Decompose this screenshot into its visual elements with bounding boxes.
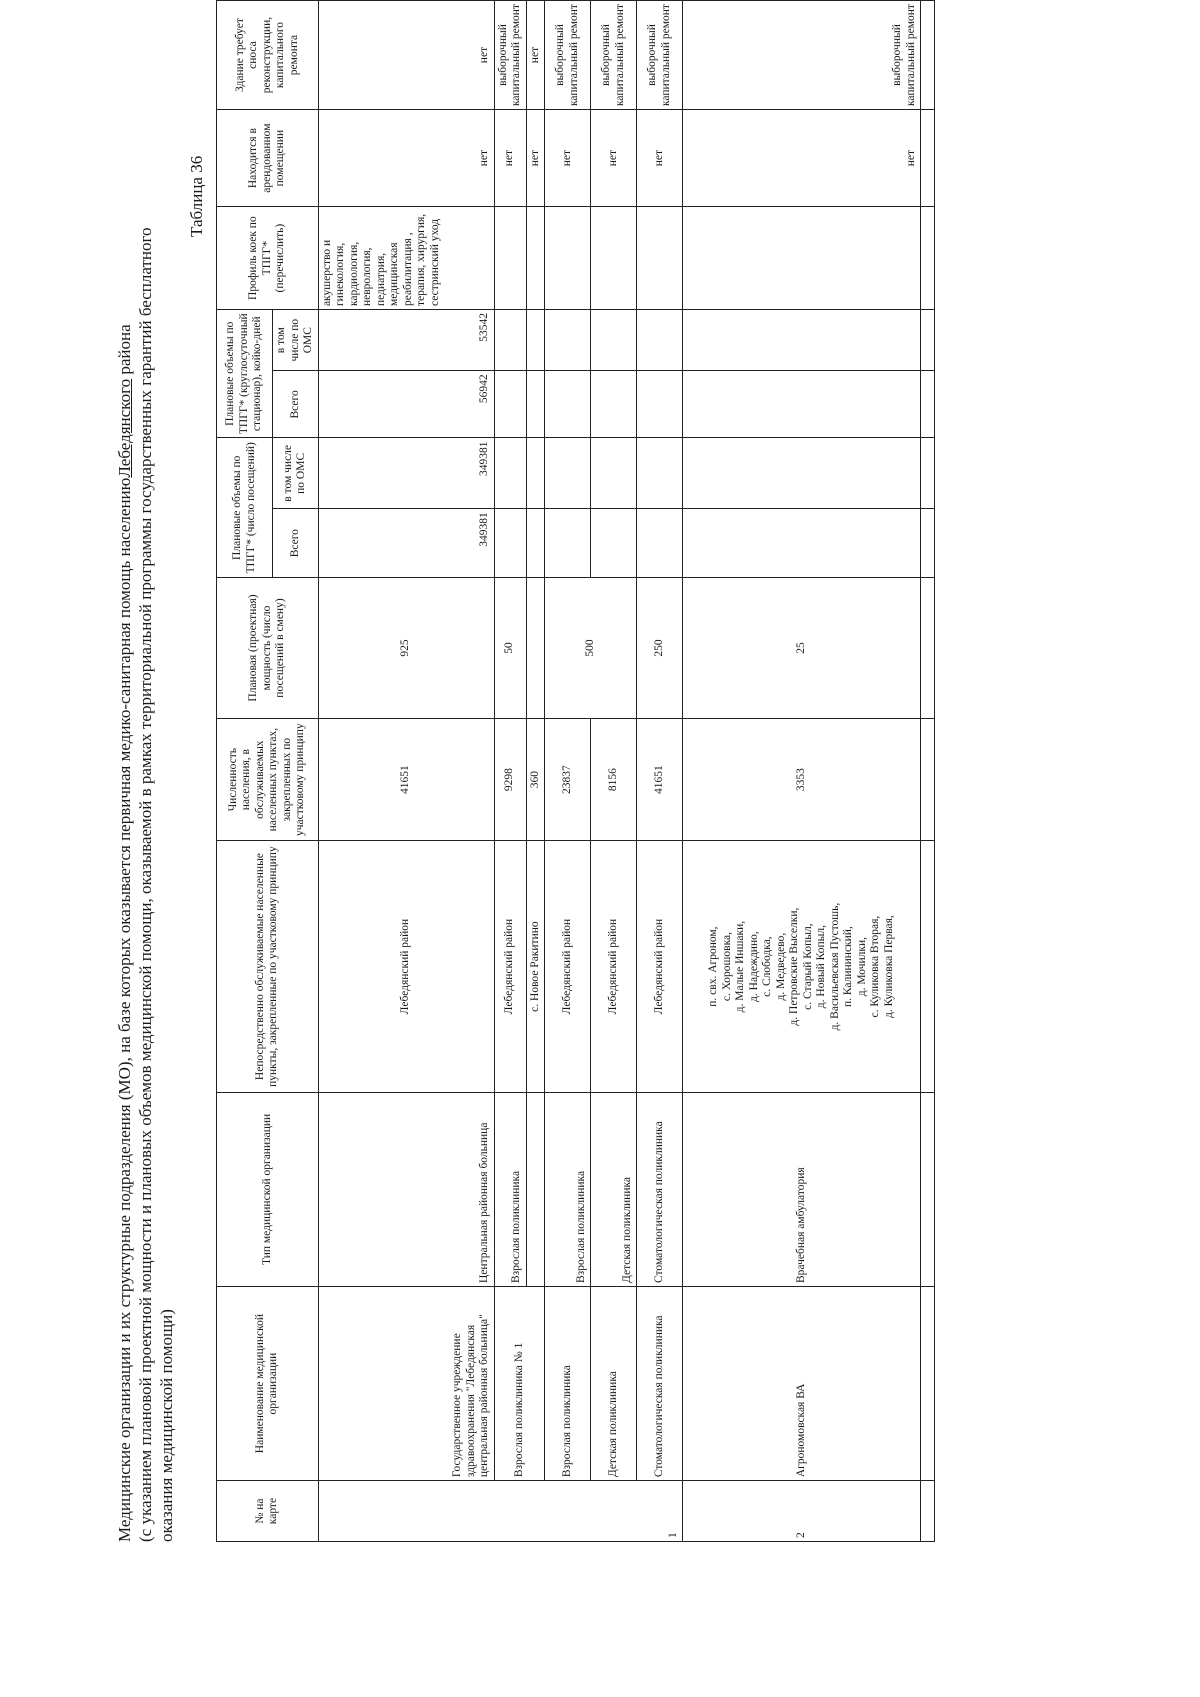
served-settlements-list [683, 841, 921, 1092]
served-settlements-cell: Лебедянский район [494, 841, 526, 1092]
repair-cell: выборочный капитальный ремонт [683, 1, 921, 110]
organization-name-cell: Детская поликлиника [591, 1286, 637, 1480]
served-settlements-cell: с. Новое Ракитино [526, 841, 545, 1092]
header-beds-group: Плановые объемы по ТПГГ* (круглосуточный стационар), койко-дней [217, 310, 273, 438]
capacity-cell: 50 [494, 578, 526, 719]
served-settlement-item: д. Малые Иншаки, [734, 920, 746, 1013]
organization-name-cell: Стоматологическая поликлиника [637, 1286, 683, 1480]
organization-type-cell: Центральная районная больница [318, 1092, 494, 1286]
served-settlement-item: д. Медведево, [774, 932, 787, 1001]
header-building-repair: Здание требует сноса реконструкции, капитального ремонта [217, 1, 319, 110]
served-settlement-item: д. Надеждино, [747, 931, 760, 1002]
population-cell: 9298 [494, 718, 526, 840]
table-row [591, 1, 637, 1542]
capacity-cell: 500 [545, 578, 637, 719]
rented-cell: нет [318, 110, 494, 207]
medical-organizations-table [216, 0, 935, 1542]
repair-cell: выборочный капитальный ремонт [591, 1, 637, 110]
served-settlement-item: с. Хорошовка, [720, 932, 733, 1002]
rented-cell: нет [683, 110, 921, 207]
header-visits-oms: в том числе по ОМС [273, 438, 319, 509]
served-settlements-cell: Лебедянский район [591, 841, 637, 1092]
population-cell: 41651 [637, 718, 683, 840]
title-line-1 [114, 142, 135, 1542]
header-rented-premises: Находится в арендованном помещении [217, 110, 319, 207]
map-number-cell: 1 [318, 1481, 683, 1542]
title-line-1-suffix: района [115, 324, 134, 379]
title-line-2: (с указанием плановой проектной мощности и плановых объемов медицинской помощи, оказываемой в рамках территориальной программы государственных гарантий бесплатного [136, 227, 155, 1542]
organization-name-cell: Агрономовская ВА [683, 1286, 921, 1480]
repair-cell: выборочный капитальный ремонт [637, 1, 683, 110]
served-settlement-item: с. Куликовка Вторая, [869, 915, 881, 1018]
organization-name-cell: Взрослая поликлиника № 1 [494, 1286, 545, 1480]
repair-cell: выборочный капитальный ремонт [494, 1, 526, 110]
table-row [637, 1, 683, 1542]
repair-cell: нет [318, 1, 494, 110]
repair-cell: нет [526, 1, 545, 110]
header-beds-total: Всего [273, 371, 319, 438]
served-settlement-item: д. Куликовка Первая, [882, 915, 895, 1019]
beds-total-cell: 56942 [318, 371, 494, 438]
document-title [114, 142, 177, 1542]
table-row [921, 1, 935, 1542]
rented-cell: нет [637, 110, 683, 207]
rented-cell: нет [591, 110, 637, 207]
served-settlement-item: д. Петровские Выселки, [788, 907, 800, 1026]
repair-cell: выборочный капитальный ремонт [545, 1, 591, 110]
table-row [545, 1, 591, 1542]
header-visits-group: Плановые объемы по ТПГГ* (число посещений) [217, 438, 273, 578]
header-population: Численность населения, в обслуживаемых населенных пунктах, закрепленных по участковому принципу [217, 718, 319, 840]
organization-type-cell: Стоматологическая поликлиника [637, 1092, 683, 1286]
served-settlements-cell: Лебедянский район [318, 841, 494, 1092]
population-cell: 41651 [318, 718, 494, 840]
served-settlement-item: д. Новый Копыл, [815, 925, 827, 1009]
organization-type-cell: Взрослая поликлиника [494, 1092, 526, 1286]
capacity-cell: 250 [637, 578, 683, 719]
capacity-cell: 25 [683, 578, 921, 719]
map-number-cell: 2 [683, 1481, 921, 1542]
header-bed-profile: Профиль коек по ТПГГ* (перечислить) [217, 207, 319, 310]
capacity-cell: 925 [318, 578, 494, 719]
served-settlement-item: д. Васильевская Пустошь, [828, 902, 841, 1031]
table-row [683, 1, 921, 1542]
organization-type-cell: Детская поликлиника [591, 1092, 637, 1286]
header-visits-total: Всего [273, 509, 319, 578]
header-planned-capacity: Плановая (проектная) мощность (число посещений в смену) [217, 578, 319, 719]
header-organization-type: Тип медицинской организации [217, 1092, 319, 1286]
table-number-label: Таблица 36 [187, 155, 206, 237]
served-settlements-cell: Лебедянский район [637, 841, 683, 1092]
header-served-settlements: Непосредственно обслуживаемые населенные пункты, закрепленные по участковому принципу [217, 841, 319, 1092]
served-settlement-item: п. Калининский, [842, 926, 854, 1008]
bed-profile-cell: акушерство и гинекология, кардиология, неврология, педиатрия, медицинская реабилитация , терапия, хирургия, сестринский уход [318, 207, 494, 310]
organization-name-cell: Взрослая поликлиника [545, 1286, 591, 1480]
rented-cell: нет [545, 110, 591, 207]
header-map-number: № на карте [217, 1481, 319, 1542]
served-settlement-item: д. Мочилки, [855, 936, 868, 997]
header-beds-oms: в том числе по ОМС [273, 310, 319, 371]
served-settlement-item: с. Слободка, [761, 936, 773, 997]
population-cell: 8156 [591, 718, 637, 840]
beds-oms-cell: 53542 [318, 310, 494, 371]
visits-total-cell: 349381 [318, 509, 494, 578]
title-line-3: оказания медицинской помощи) [157, 1309, 176, 1542]
organization-name-cell: Государственное учреждение здравоохранения "Лебедянская центральная районная больница" [318, 1286, 494, 1480]
table-row [318, 1, 494, 1542]
population-cell: 360 [526, 718, 545, 840]
table-row [494, 1, 526, 1542]
visits-oms-cell: 349381 [318, 438, 494, 509]
served-settlements-cell: Лебедянский район [545, 841, 591, 1092]
population-cell: 23837 [545, 718, 591, 840]
rented-cell: нет [526, 110, 545, 207]
title-district-underlined: Лебедянского [115, 378, 134, 478]
served-settlement-item: с. Старый Копыл, [801, 923, 814, 1010]
organization-type-cell: Врачебная амбулатория [683, 1092, 921, 1286]
header-organization-name: Наименование медицинской организации [217, 1286, 319, 1480]
organization-type-cell: Взрослая поликлиника [545, 1092, 591, 1286]
served-settlement-item: п. свх. Агроном, [707, 926, 719, 1007]
rented-cell: нет [494, 110, 526, 207]
population-cell: 3353 [683, 718, 921, 840]
title-line-1-prefix: Медицинские организации и их структурные подразделения (МО), на базе которых оказывается первичная медико-санитарная помощь населению [115, 477, 134, 1542]
